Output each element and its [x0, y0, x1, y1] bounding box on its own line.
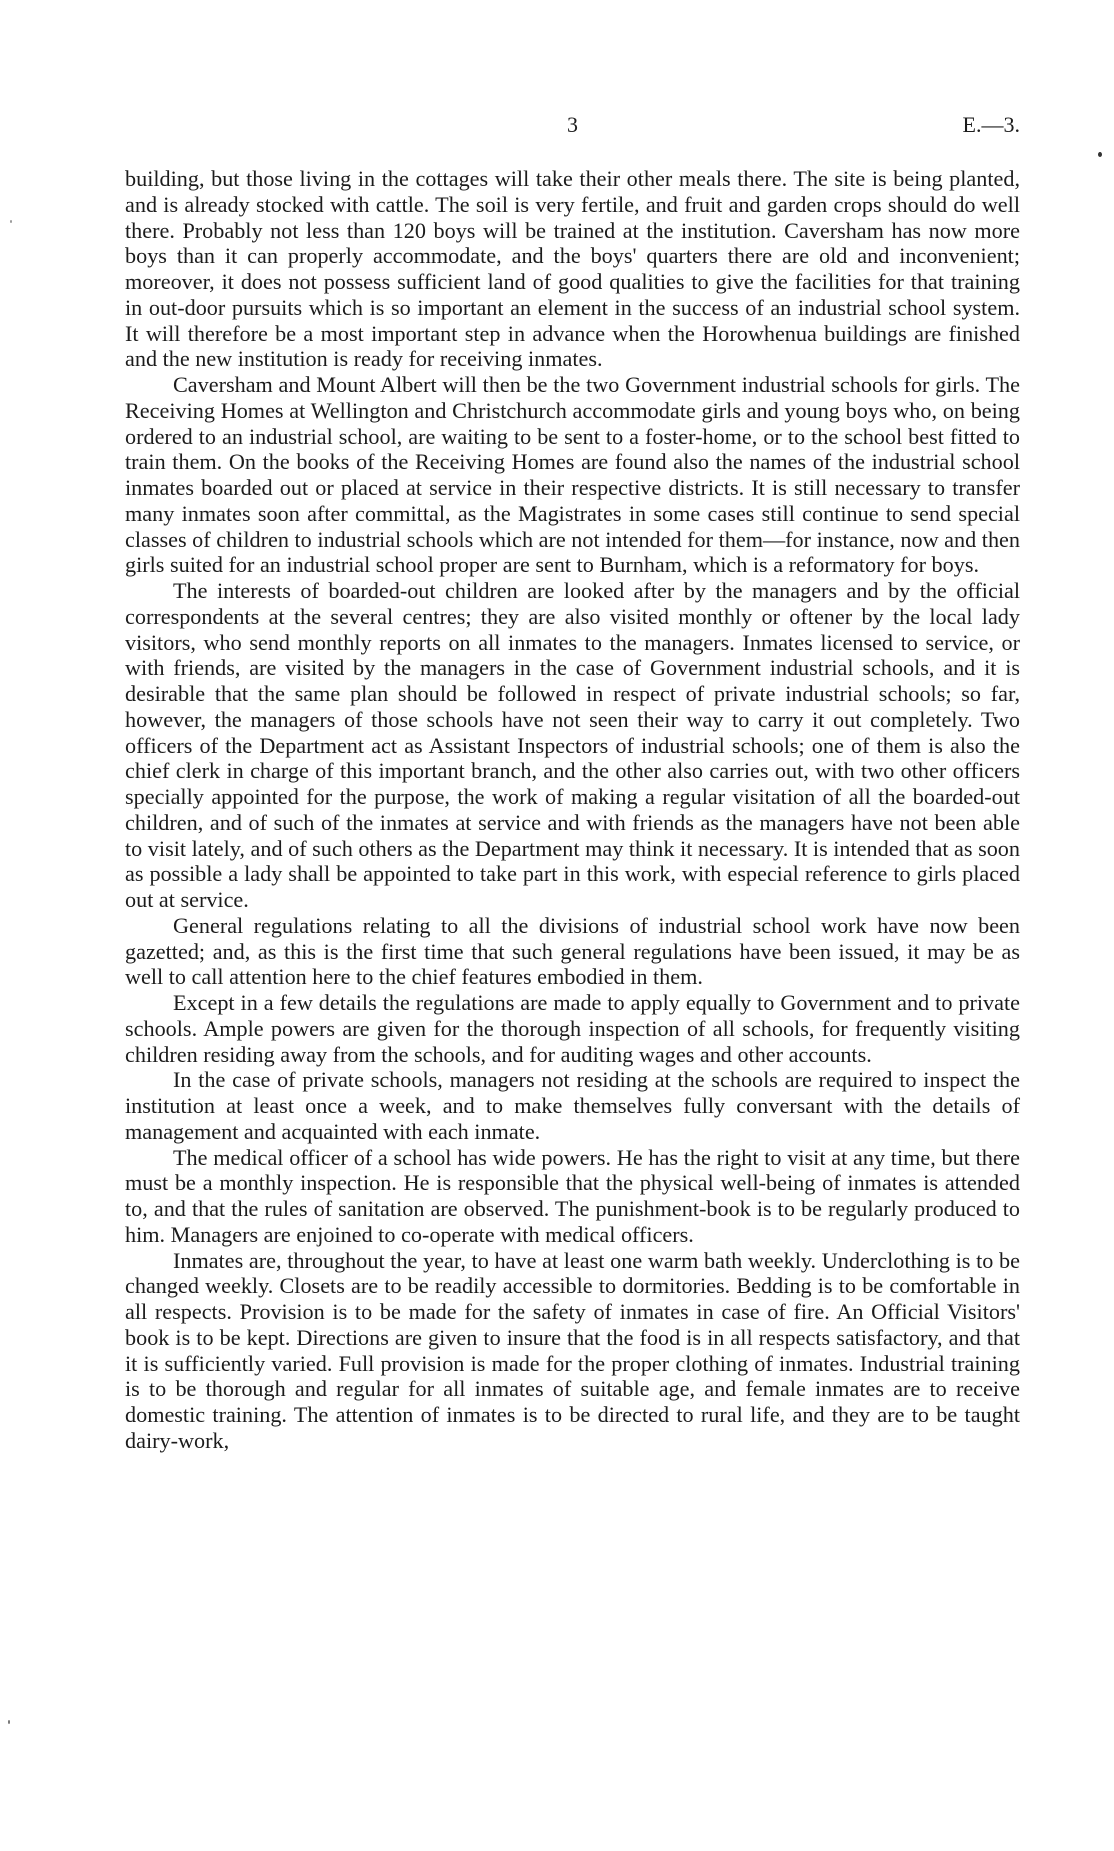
page-header [125, 112, 1020, 142]
paragraph-government-and-private: Except in a few details the regulations are made to apply equally to Government and to private schools. Ample powers are given for the thorough inspection of all schools, for frequently visiting children residing away from the schools, and for auditing wages and other accounts. [125, 990, 1020, 1067]
paragraph-boarded-out-children: The interests of boarded-out children are looked after by the managers and by the official correspondents at the several centres; they are also visited monthly or oftener by the local lady visitors, who send monthly reports on all inmates to the managers. Inmates licensed to service, or with friends, are visited by the managers in the case of Government industrial schools, and it is desirable that the same plan should be followed in respect of private industrial schools; so far, however, the managers of those schools have not seen their way to carry it out completely. Two officers of the Department act as Assistant Inspectors of industrial schools; one of them is also the chief clerk in charge of this important branch, and the other also carries out, with two other officers specially appointed for the purpose, the work of making a regular visitation of all the boarded-out children, and of such of the inmates at service and with friends as the managers have not been able to visit lately, and of such others as the Department may think it necessary. It is intended that as soon as possible a lady shall be appointed to take part in this work, with especial reference to girls placed out at service. [125, 578, 1020, 912]
paragraph-medical-officer: The medical officer of a school has wide powers. He has the right to visit at any time, but there must be a monthly inspection. He is responsible that the physical well-being of inmates is attended to, and that the rules of sanitation are observed. The punishment-book is to be regularly produced to him. Managers are enjoined to co-operate with medical officers. [125, 1144, 1020, 1247]
scan-speck [8, 1720, 10, 1724]
paragraph-private-schools: In the case of private schools, managers not residing at the schools are required to inspect the institution at least once a week, and to make themselves fully conversant with the details of management and acquainted with each inmate. [125, 1067, 1020, 1144]
paragraph-inmate-welfare: Inmates are, throughout the year, to have at least one warm bath weekly. Underclothing is to be changed weekly. Closets are to be readily accessible to dormitories. Bedding is to be comfortable in all respects. Provision is to be made for the safety of inmates in case of fire. An Official Visitors' book is to be kept. Directions are given to insure that the food is in all respects satisfactory, and that it is sufficiently varied. Full provision is made for the proper clothing of inmates. Industrial training is to be thorough and regular for all inmates of suitable age, and female inmates are to receive domestic training. The attention of inmates is to be directed to rural life, and they are to be taught dairy-work, [125, 1247, 1020, 1453]
paragraph-girls-schools: Caversham and Mount Albert will then be the two Government industrial schools for girls. The Receiving Homes at Wellington and Christchurch accommodate girls and young boys who, on being ordered to an industrial school, are waiting to be sent to a foster-home, or to the school best fitted to train them. On the books of the Receiving Homes are found also the names of the industrial school inmates boarded out or placed at service in their respective districts. It is still necessary to transfer many inmates soon after committal, as the Magistrates in some cases still continue to send special classes of children to industrial schools which are not intended for them—for instance, now and then girls suited for an industrial school proper are sent to Burnham, which is a reformatory for boys. [125, 372, 1020, 578]
scan-speck [10, 220, 12, 223]
series-reference: E.—3. [962, 112, 1020, 137]
body-text [125, 166, 1020, 1454]
paragraph-general-regulations: General regulations relating to all the divisions of industrial school work have now been gazetted; and, as this is the first time that such general regulations have been issued, it may be as well to call attention here to the chief features embodied in them. [125, 912, 1020, 990]
paragraph-horowhenua-continuation: building, but those living in the cottages will take their other meals there. The site is being planted, and is already stocked with cattle. The soil is very fertile, and fruit and garden crops should do well there. Probably not less than 120 boys will be trained at the institution. Caversham has now more boys than it can properly accommodate, and the boys' quarters there are old and inconvenient; moreover, it does not possess sufficient land of good qualities to give the facilities for that training in out-door pursuits which is so important an element in the success of an industrial school system. It will therefore be a most important step in advance when the Horowhenua buildings are finished and the new institution is ready for receiving inmates. [125, 166, 1020, 372]
scan-speck [1098, 152, 1102, 157]
page-number: 3 [567, 112, 578, 137]
